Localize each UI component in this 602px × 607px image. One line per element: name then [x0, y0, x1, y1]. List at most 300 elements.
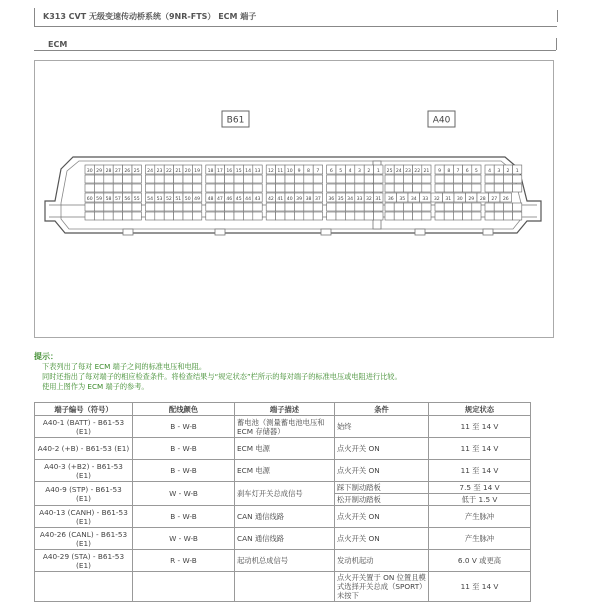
pin-b61-low2-2-cell: [104, 212, 113, 220]
pin-b61-low2-23-cell: [313, 212, 322, 220]
pin-b61-low1-1-cell: [94, 203, 103, 211]
cell-description: ECM 电源: [235, 438, 335, 460]
pin-a40-low1-6-cell: [444, 203, 453, 211]
pin-b61-low2-24-cell: [327, 212, 336, 220]
cell-spec: 7.5 至 14 V: [429, 482, 531, 494]
pin-a40-top-21: 21: [423, 168, 430, 174]
pin-b61-low2-18-cell: [266, 212, 275, 220]
cell-wire-color: W - W-B: [133, 528, 235, 550]
pin-a40-mid1-12-cell: [503, 175, 512, 183]
pin-b61-bottom-38: 38: [305, 196, 312, 202]
pin-b61-mid2-7-cell: [155, 184, 164, 192]
pin-b61-mid2-13-cell: [215, 184, 224, 192]
pin-a40-mid1-2-cell: [403, 175, 412, 183]
pin-b61-low1-8-cell: [164, 203, 173, 211]
pin-b61-low1-12-cell: [206, 203, 215, 211]
pin-a40-top-24: 24: [395, 168, 402, 174]
latch-tab-4: [415, 229, 425, 235]
cell-wire-color: B - W-B: [133, 416, 235, 438]
cell-terminal: A40-1 (BATT) - B61-53 (E1): [35, 416, 133, 438]
pin-a40-low1-8-cell: [463, 203, 472, 211]
pin-a40-top-23: 23: [405, 168, 411, 174]
pin-a40-top-4: 4: [488, 168, 492, 174]
pin-b61-low2-25-cell: [336, 212, 345, 220]
pin-a40-low2-10-cell: [485, 212, 494, 220]
cell-condition: 点火开关 ON: [335, 438, 429, 460]
cell-spec: 11 至 14 V: [429, 416, 531, 438]
pin-b61-bottom-33: 33: [356, 196, 363, 202]
cell-description: CAN 通信线路: [235, 528, 335, 550]
pin-b61-mid2-3-cell: [113, 184, 122, 192]
pin-b61-low1-21-cell: [294, 203, 303, 211]
header-wire-color: 配线颜色: [133, 403, 235, 416]
pin-b61-bottom-44: 44: [245, 196, 252, 202]
pin-a40-top-1: 1: [515, 168, 519, 174]
pin-a40-mid2-13-cell: [513, 184, 522, 192]
pin-b61-low2-3-cell: [113, 212, 122, 220]
pin-b61-mid1-14-cell: [225, 175, 234, 183]
pin-b61-low1-10-cell: [183, 203, 192, 211]
pin-b61-mid2-5-cell: [132, 184, 141, 192]
pin-b61-top-22: 22: [165, 168, 172, 174]
table-row: [35, 438, 531, 460]
pin-b61-mid1-13-cell: [215, 175, 224, 183]
pin-b61-mid1-1-cell: [94, 175, 103, 183]
pin-b61-mid2-8-cell: [164, 184, 173, 192]
pin-b61-low1-13-cell: [215, 203, 224, 211]
pin-b61-mid1-29-cell: [374, 175, 383, 183]
pin-b61-bottom-35: 35: [337, 196, 344, 202]
cell-spec: 11 至 14 V: [429, 438, 531, 460]
pin-b61-bottom-37: 37: [314, 196, 321, 202]
pin-b61-mid2-22-cell: [304, 184, 313, 192]
pin-a40-top-8: 8: [447, 168, 451, 174]
pin-b61-mid1-6-cell: [145, 175, 154, 183]
pin-a40-low1-10-cell: [485, 203, 494, 211]
pin-b61-low1-20-cell: [285, 203, 294, 211]
cell-description: ECM 电源: [235, 460, 335, 482]
ecm-connector-diagram: [35, 61, 553, 337]
cell-wire-color: R - W-B: [133, 550, 235, 572]
pin-b61-top-24: 24: [147, 168, 154, 174]
pin-a40-bottom-29: 29: [468, 196, 475, 202]
pin-a40-mid1-9-cell: [472, 175, 481, 183]
pin-b61-mid2-12-cell: [206, 184, 215, 192]
cell-condition: 松开制动踏板: [335, 494, 429, 506]
document-title: K313 CVT 无级变速传动桥系统（9NR-FTS） ECM 端子: [43, 12, 257, 21]
pin-b61-low2-10-cell: [183, 212, 192, 220]
pin-b61-mid2-18-cell: [266, 184, 275, 192]
pin-b61-top-2: 2: [367, 168, 371, 174]
pin-a40-mid2-2-cell: [403, 184, 412, 192]
pin-b61-top-3: 3: [358, 168, 361, 174]
pin-b61-mid1-12-cell: [206, 175, 215, 183]
pin-b61-top-10: 10: [286, 168, 293, 174]
pin-b61-mid2-0-cell: [85, 184, 94, 192]
pin-b61-bottom-58: 58: [105, 196, 112, 202]
pin-b61-mid1-19-cell: [276, 175, 285, 183]
table-row: [35, 460, 531, 482]
pin-a40-mid1-10-cell: [485, 175, 494, 183]
pin-b61-mid2-20-cell: [285, 184, 294, 192]
table-row: [35, 482, 531, 494]
pin-a40-low1-11-cell: [494, 203, 503, 211]
latch-tab-3: [321, 229, 331, 235]
pin-a40-low2-3-cell: [413, 212, 422, 220]
pin-b61-bottom-47: 47: [216, 196, 223, 202]
table-row: [35, 572, 531, 602]
pin-a40-bottom-34: 34: [410, 196, 417, 202]
pin-b61-low2-12-cell: [206, 212, 215, 220]
latch-tab-1: [123, 229, 133, 235]
section-header: [34, 38, 556, 51]
pin-b61-low1-14-cell: [225, 203, 234, 211]
connector-b61-label: B61: [226, 115, 245, 126]
pin-b61-low2-13-cell: [215, 212, 224, 220]
pin-b61-mid1-0-cell: [85, 175, 94, 183]
pin-b61-top-23: 23: [156, 168, 163, 174]
pin-a40-mid2-1-cell: [394, 184, 403, 192]
pin-b61-mid2-11-cell: [192, 184, 201, 192]
pin-a40-mid2-12-cell: [503, 184, 512, 192]
latch-tab-2: [215, 229, 225, 235]
pin-b61-bottom-45: 45: [235, 196, 242, 202]
cell-condition: 点火开关 ON: [335, 528, 429, 550]
pin-b61-low1-7-cell: [155, 203, 164, 211]
pin-b61-low1-2-cell: [104, 203, 113, 211]
pin-a40-bottom-31: 31: [445, 196, 452, 202]
pin-b61-top-7: 7: [316, 168, 320, 174]
pin-b61-mid1-18-cell: [266, 175, 275, 183]
pin-b61-bottom-32: 32: [365, 196, 372, 202]
cell-spec: 6.0 V 或更高: [429, 550, 531, 572]
pin-a40-low1-2-cell: [403, 203, 412, 211]
pin-b61-low2-14-cell: [225, 212, 234, 220]
pin-a40-mid1-7-cell: [453, 175, 462, 183]
pin-a40-low1-7-cell: [453, 203, 462, 211]
pin-b61-bottom-46: 46: [226, 196, 233, 202]
pin-b61-top-13: 13: [254, 168, 261, 174]
pin-b61-low1-19-cell: [276, 203, 285, 211]
pin-b61-low1-6-cell: [145, 203, 154, 211]
cell-condition: 点火开关置于 ON 位置且模式选择开关总成（SPORT）未按下: [335, 572, 429, 602]
pin-b61-top-26: 26: [124, 168, 131, 174]
pin-a40-bottom-30: 30: [456, 196, 463, 202]
table-header-row: [35, 403, 531, 416]
pin-a40-low1-5-cell: [435, 203, 444, 211]
pin-b61-mid1-16-cell: [243, 175, 252, 183]
table-row: [35, 550, 531, 572]
pin-b61-mid1-15-cell: [234, 175, 243, 183]
pin-b61-top-1: 1: [376, 168, 380, 174]
pin-b61-bottom-51: 51: [175, 196, 182, 202]
pin-b61-low1-15-cell: [234, 203, 243, 211]
pin-a40-low2-9-cell: [472, 212, 481, 220]
cell-spec: 11 至 14 V: [429, 460, 531, 482]
pin-b61-low2-26-cell: [345, 212, 354, 220]
pin-b61-low2-5-cell: [132, 212, 141, 220]
pin-b61-top-27: 27: [114, 168, 121, 174]
pin-a40-top-25: 25: [386, 168, 393, 174]
pin-b61-low2-6-cell: [145, 212, 154, 220]
pin-b61-low2-7-cell: [155, 212, 164, 220]
pin-a40-bottom-27: 27: [491, 196, 498, 202]
pin-b61-bottom-34: 34: [347, 196, 354, 202]
cell-description: 刹车灯开关总成信号: [235, 482, 335, 506]
pin-a40-low1-1-cell: [394, 203, 403, 211]
pin-a40-mid1-4-cell: [422, 175, 431, 183]
pin-a40-mid2-8-cell: [463, 184, 472, 192]
header-terminal: 端子编号（符号）: [35, 403, 133, 416]
pin-a40-top-6: 6: [465, 168, 469, 174]
pin-a40-bottom-28: 28: [479, 196, 486, 202]
pin-a40-low2-6-cell: [444, 212, 453, 220]
pin-a40-top-5: 5: [474, 168, 478, 174]
pin-b61-bottom-50: 50: [184, 196, 191, 202]
pin-b61-mid1-10-cell: [183, 175, 192, 183]
cell-terminal: A40-2 (+B) - B61-53 (E1): [35, 438, 133, 460]
pin-b61-top-28: 28: [105, 168, 112, 174]
pin-b61-mid1-8-cell: [164, 175, 173, 183]
latch-tab-5: [483, 229, 493, 235]
pin-b61-bottom-55: 55: [133, 196, 140, 202]
cell-description: CAN 通信线路: [235, 506, 335, 528]
cell-spec: 产生脉冲: [429, 528, 531, 550]
pin-b61-bottom-60: 60: [86, 196, 93, 202]
pin-b61-low2-19-cell: [276, 212, 285, 220]
pin-b61-low2-28-cell: [364, 212, 373, 220]
pin-b61-bottom-57: 57: [114, 196, 121, 202]
note-line-2: 同时还指出了每对端子的相应检查条件。将检查结果与“规定状态”栏所示的每对端子的标准电压或电阻进行比较。: [42, 372, 402, 381]
pin-b61-bottom-40: 40: [286, 196, 293, 202]
header-condition: 条件: [335, 403, 429, 416]
pin-b61-low2-27-cell: [355, 212, 364, 220]
pin-a40-low1-4-cell: [422, 203, 431, 211]
ecm-connector-figure: [34, 60, 554, 338]
pin-a40-mid1-3-cell: [413, 175, 422, 183]
section-title: ECM: [48, 40, 68, 49]
cell-spec: 低于 1.5 V: [429, 494, 531, 506]
pin-b61-bottom-48: 48: [207, 196, 214, 202]
pin-a40-mid2-10-cell: [485, 184, 494, 192]
pin-b61-bottom-59: 59: [96, 196, 103, 202]
pin-b61-top-25: 25: [133, 168, 140, 174]
pin-b61-mid1-24-cell: [327, 175, 336, 183]
note-line-1: 下表列出了每对 ECM 端子之间的标准电压和电阻。: [42, 362, 207, 371]
cell-wire-color: B - W-B: [133, 438, 235, 460]
pin-b61-mid1-3-cell: [113, 175, 122, 183]
pin-a40-mid2-4-cell: [422, 184, 431, 192]
note-title: 提示：: [34, 352, 58, 361]
pin-b61-low2-20-cell: [285, 212, 294, 220]
pin-b61-low1-16-cell: [243, 203, 252, 211]
pin-a40-top-22: 22: [414, 168, 421, 174]
pin-b61-mid1-23-cell: [313, 175, 322, 183]
pin-a40-top-7: 7: [456, 168, 460, 174]
pin-b61-low1-5-cell: [132, 203, 141, 211]
pin-b61-low2-17-cell: [253, 212, 262, 220]
pin-b61-top-21: 21: [175, 168, 182, 174]
pin-a40-bottom-36: 36: [387, 196, 394, 202]
pin-b61-mid2-29-cell: [374, 184, 383, 192]
pin-b61-low1-0-cell: [85, 203, 94, 211]
pin-b61-low2-21-cell: [294, 212, 303, 220]
pin-a40-top-2: 2: [506, 168, 510, 174]
pin-b61-low1-18-cell: [266, 203, 275, 211]
pin-b61-low1-23-cell: [313, 203, 322, 211]
pin-b61-low1-27-cell: [355, 203, 364, 211]
pin-b61-low2-16-cell: [243, 212, 252, 220]
cell-condition: 始终: [335, 416, 429, 438]
cell-terminal: A40-13 (CANH) - B61-53 (E1): [35, 506, 133, 528]
pin-b61-low2-11-cell: [192, 212, 201, 220]
pin-b61-mid1-2-cell: [104, 175, 113, 183]
pin-b61-low1-22-cell: [304, 203, 313, 211]
pin-a40-mid2-6-cell: [444, 184, 453, 192]
pin-b61-mid2-16-cell: [243, 184, 252, 192]
cell-description: 蓄电池（测量蓄电池电压和 ECM 存储器）: [235, 416, 335, 438]
pin-a40-bottom-35: 35: [399, 196, 406, 202]
pin-b61-mid2-4-cell: [123, 184, 132, 192]
pin-b61-top-19: 19: [194, 168, 201, 174]
pin-b61-mid1-27-cell: [355, 175, 364, 183]
cell-wire-color: [133, 572, 235, 602]
cell-description: 起动机总成信号: [235, 550, 335, 572]
pin-b61-top-17: 17: [216, 168, 223, 174]
cell-wire-color: B - W-B: [133, 506, 235, 528]
table-row: [35, 416, 531, 438]
pin-a40-bottom-32: 32: [433, 196, 440, 202]
pin-b61-mid1-11-cell: [192, 175, 201, 183]
pin-b61-mid2-19-cell: [276, 184, 285, 192]
header-spec: 规定状态: [429, 403, 531, 416]
pin-b61-mid2-26-cell: [345, 184, 354, 192]
cell-condition: 点火开关 ON: [335, 506, 429, 528]
header-description: 端子描述: [235, 403, 335, 416]
pin-b61-mid1-5-cell: [132, 175, 141, 183]
pin-b61-mid2-25-cell: [336, 184, 345, 192]
pin-b61-bottom-31: 31: [375, 196, 382, 202]
pin-b61-bottom-54: 54: [147, 196, 154, 202]
pin-a40-low1-9-cell: [472, 203, 481, 211]
pin-b61-mid2-23-cell: [313, 184, 322, 192]
pin-b61-mid1-17-cell: [253, 175, 262, 183]
pin-a40-top-3: 3: [497, 168, 501, 174]
section-divider: [556, 38, 557, 50]
cell-spec: 11 至 14 V: [429, 572, 531, 602]
pin-a40-low1-12-cell: [503, 203, 512, 211]
pin-b61-top-29: 29: [96, 168, 103, 174]
pin-a40-mid2-3-cell: [413, 184, 422, 192]
pin-b61-top-15: 15: [235, 168, 242, 174]
pin-a40-low1-0-cell: [385, 203, 394, 211]
cell-spec: 产生脉冲: [429, 506, 531, 528]
pin-a40-mid2-0-cell: [385, 184, 394, 192]
pin-a40-bottom-33: 33: [422, 196, 429, 202]
pin-b61-top-4: 4: [348, 168, 352, 174]
pin-b61-mid2-1-cell: [94, 184, 103, 192]
pin-b61-bottom-56: 56: [124, 196, 131, 202]
pin-b61-low2-15-cell: [234, 212, 243, 220]
cell-terminal: [35, 572, 133, 602]
pin-a40-low2-13-cell: [513, 212, 522, 220]
pin-b61-bottom-43: 43: [254, 196, 261, 202]
pin-b61-low2-1-cell: [94, 212, 103, 220]
pin-b61-bottom-53: 53: [156, 196, 163, 202]
pin-a40-mid1-8-cell: [463, 175, 472, 183]
pin-a40-mid2-9-cell: [472, 184, 481, 192]
pin-b61-low1-11-cell: [192, 203, 201, 211]
pin-b61-bottom-41: 41: [277, 196, 284, 202]
cell-terminal: A40-9 (STP) - B61-53 (E1): [35, 482, 133, 506]
pin-a40-mid1-5-cell: [435, 175, 444, 183]
cell-wire-color: W - W-B: [133, 482, 235, 506]
pin-a40-low2-4-cell: [422, 212, 431, 220]
pin-b61-mid2-15-cell: [234, 184, 243, 192]
pin-a40-low1-3-cell: [413, 203, 422, 211]
pin-b61-top-8: 8: [307, 168, 310, 174]
note-line-3: 使用上图作为 ECM 端子的参考。: [42, 382, 149, 391]
pin-b61-low1-26-cell: [345, 203, 354, 211]
pin-b61-top-30: 30: [86, 168, 93, 174]
pin-a40-low2-12-cell: [503, 212, 512, 220]
pin-b61-mid2-6-cell: [145, 184, 154, 192]
pin-b61-low1-3-cell: [113, 203, 122, 211]
pin-b61-low2-8-cell: [164, 212, 173, 220]
cell-condition: 点火开关 ON: [335, 460, 429, 482]
pin-b61-low1-4-cell: [123, 203, 132, 211]
pin-b61-bottom-52: 52: [165, 196, 172, 202]
table-row: [35, 528, 531, 550]
cell-condition: 发动机起动: [335, 550, 429, 572]
pin-b61-top-9: 9: [297, 168, 301, 174]
pin-b61-mid1-20-cell: [285, 175, 294, 183]
pin-b61-low2-9-cell: [174, 212, 183, 220]
pin-a40-low2-2-cell: [403, 212, 412, 220]
pin-b61-top-14: 14: [245, 168, 252, 174]
pin-b61-low1-17-cell: [253, 203, 262, 211]
pin-b61-mid2-10-cell: [183, 184, 192, 192]
pin-a40-mid1-6-cell: [444, 175, 453, 183]
cell-wire-color: B - W-B: [133, 460, 235, 482]
pin-a40-mid1-1-cell: [394, 175, 403, 183]
pin-b61-mid1-25-cell: [336, 175, 345, 183]
pin-b61-low1-29-cell: [374, 203, 383, 211]
pin-a40-top-9: 9: [438, 168, 442, 174]
pin-b61-low1-25-cell: [336, 203, 345, 211]
pin-a40-low1-13-cell: [513, 203, 522, 211]
cell-terminal: A40-29 (STA) - B61-53 (E1): [35, 550, 133, 572]
pin-b61-top-16: 16: [226, 168, 233, 174]
table-row: [35, 506, 531, 528]
pin-b61-mid2-24-cell: [327, 184, 336, 192]
pin-b61-top-18: 18: [207, 168, 214, 174]
pin-b61-mid2-14-cell: [225, 184, 234, 192]
cell-description: [235, 572, 335, 602]
pin-a40-low2-5-cell: [435, 212, 444, 220]
document-header: [34, 8, 557, 27]
pin-b61-low2-4-cell: [123, 212, 132, 220]
pin-b61-top-5: 5: [339, 168, 343, 174]
pin-a40-mid2-11-cell: [494, 184, 503, 192]
header-divider: [557, 10, 558, 22]
pin-a40-low2-1-cell: [394, 212, 403, 220]
pin-b61-mid1-4-cell: [123, 175, 132, 183]
pin-b61-low2-22-cell: [304, 212, 313, 220]
pin-b61-bottom-42: 42: [267, 196, 274, 202]
pin-b61-mid2-2-cell: [104, 184, 113, 192]
pin-b61-low1-28-cell: [364, 203, 373, 211]
